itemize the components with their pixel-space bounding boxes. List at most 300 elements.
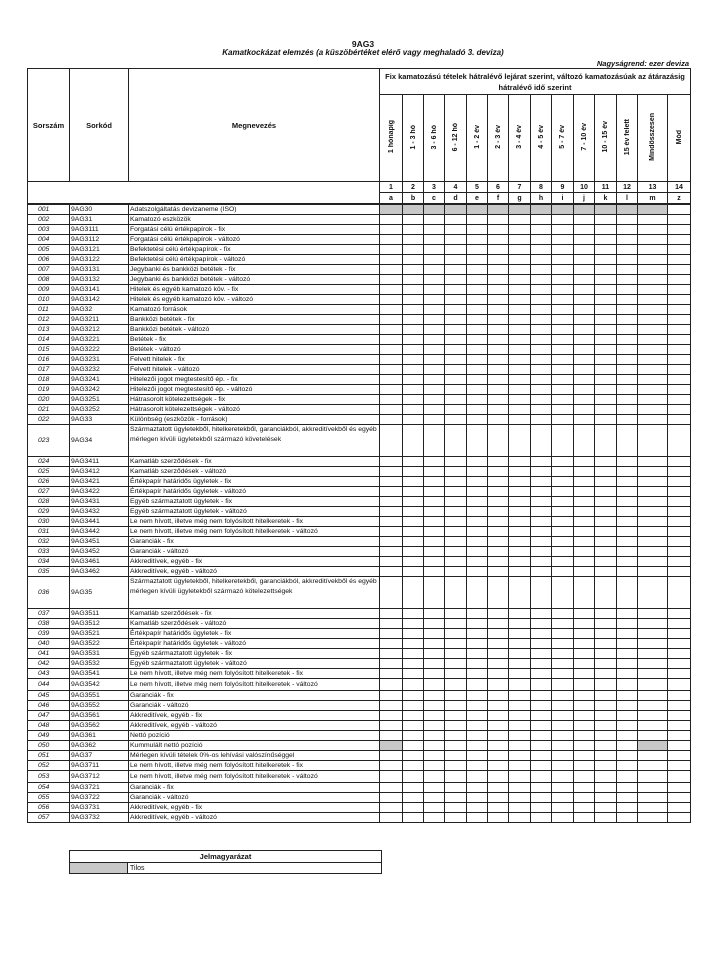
value-cell[interactable] (595, 760, 617, 770)
value-cell[interactable] (380, 414, 403, 424)
value-cell[interactable] (552, 690, 574, 700)
value-cell[interactable] (617, 618, 638, 628)
value-cell[interactable] (595, 648, 617, 658)
value-cell[interactable] (467, 700, 488, 710)
value-cell[interactable] (445, 364, 467, 374)
value-cell[interactable] (445, 264, 467, 274)
value-cell[interactable] (467, 770, 488, 782)
value-cell[interactable] (403, 414, 424, 424)
value-cell[interactable] (424, 638, 445, 648)
value-cell[interactable] (638, 394, 668, 404)
value-cell[interactable] (531, 730, 552, 740)
value-cell[interactable] (638, 244, 668, 254)
value-cell[interactable] (467, 414, 488, 424)
value-cell[interactable] (574, 344, 595, 354)
value-cell[interactable] (380, 424, 403, 456)
value-cell[interactable] (380, 284, 403, 294)
value-cell[interactable] (403, 782, 424, 792)
value-cell[interactable] (424, 700, 445, 710)
value-cell[interactable] (552, 720, 574, 730)
value-cell[interactable] (488, 730, 509, 740)
value-cell[interactable] (445, 476, 467, 486)
value-cell[interactable] (638, 618, 668, 628)
value-cell[interactable] (617, 536, 638, 546)
value-cell[interactable] (595, 782, 617, 792)
value-cell[interactable] (531, 214, 552, 224)
value-cell[interactable] (638, 214, 668, 224)
value-cell[interactable] (445, 466, 467, 476)
value-cell[interactable] (467, 576, 488, 608)
value-cell[interactable] (668, 576, 691, 608)
value-cell[interactable] (595, 770, 617, 782)
value-cell[interactable] (668, 476, 691, 486)
value-cell[interactable] (403, 516, 424, 526)
value-cell[interactable] (424, 576, 445, 608)
value-cell[interactable] (668, 668, 691, 678)
value-cell[interactable] (509, 690, 531, 700)
value-cell[interactable] (531, 344, 552, 354)
value-cell[interactable] (668, 812, 691, 822)
value-cell[interactable] (424, 456, 445, 466)
value-cell[interactable] (509, 576, 531, 608)
value-cell[interactable] (617, 740, 638, 750)
value-cell[interactable] (424, 668, 445, 678)
value-cell[interactable] (509, 750, 531, 760)
value-cell[interactable] (552, 556, 574, 566)
value-cell[interactable] (445, 456, 467, 466)
value-cell[interactable] (445, 710, 467, 720)
value-cell[interactable] (574, 812, 595, 822)
value-cell[interactable] (509, 710, 531, 720)
value-cell[interactable] (668, 244, 691, 254)
value-cell[interactable] (574, 424, 595, 456)
value-cell[interactable] (617, 658, 638, 668)
value-cell[interactable] (531, 264, 552, 274)
value-cell[interactable] (488, 324, 509, 334)
value-cell[interactable] (552, 486, 574, 496)
value-cell[interactable] (531, 516, 552, 526)
value-cell[interactable] (467, 476, 488, 486)
value-cell[interactable] (424, 678, 445, 690)
value-cell[interactable] (467, 760, 488, 770)
value-cell[interactable] (595, 720, 617, 730)
value-cell[interactable] (595, 638, 617, 648)
value-cell[interactable] (638, 690, 668, 700)
value-cell[interactable] (574, 782, 595, 792)
value-cell[interactable] (668, 274, 691, 284)
value-cell[interactable] (638, 374, 668, 384)
value-cell[interactable] (617, 730, 638, 740)
value-cell[interactable] (509, 214, 531, 224)
value-cell[interactable] (668, 486, 691, 496)
value-cell[interactable] (552, 658, 574, 668)
value-cell[interactable] (552, 638, 574, 648)
value-cell[interactable] (617, 456, 638, 466)
value-cell[interactable] (445, 760, 467, 770)
value-cell[interactable] (488, 466, 509, 476)
value-cell[interactable] (467, 384, 488, 394)
value-cell[interactable] (595, 394, 617, 404)
value-cell[interactable] (595, 536, 617, 546)
value-cell[interactable] (467, 496, 488, 506)
value-cell[interactable] (595, 668, 617, 678)
value-cell[interactable] (467, 720, 488, 730)
value-cell[interactable] (509, 556, 531, 566)
value-cell[interactable] (617, 690, 638, 700)
value-cell[interactable] (488, 720, 509, 730)
value-cell[interactable] (403, 536, 424, 546)
value-cell[interactable] (595, 334, 617, 344)
value-cell[interactable] (467, 536, 488, 546)
value-cell[interactable] (668, 556, 691, 566)
value-cell[interactable] (638, 770, 668, 782)
value-cell[interactable] (488, 234, 509, 244)
value-cell[interactable] (467, 244, 488, 254)
value-cell[interactable] (574, 576, 595, 608)
value-cell[interactable] (403, 792, 424, 802)
value-cell[interactable] (403, 374, 424, 384)
value-cell[interactable] (403, 628, 424, 638)
value-cell[interactable] (380, 244, 403, 254)
value-cell[interactable] (445, 608, 467, 618)
value-cell[interactable] (552, 750, 574, 760)
value-cell[interactable] (403, 486, 424, 496)
value-cell[interactable] (574, 720, 595, 730)
value-cell[interactable] (467, 254, 488, 264)
value-cell[interactable] (424, 424, 445, 456)
value-cell[interactable] (574, 792, 595, 802)
value-cell[interactable] (403, 404, 424, 414)
value-cell[interactable] (595, 486, 617, 496)
value-cell[interactable] (488, 224, 509, 234)
value-cell[interactable] (552, 628, 574, 638)
value-cell[interactable] (488, 668, 509, 678)
value-cell[interactable] (445, 648, 467, 658)
value-cell[interactable] (531, 740, 552, 750)
value-cell[interactable] (574, 760, 595, 770)
value-cell[interactable] (531, 284, 552, 294)
value-cell[interactable] (574, 608, 595, 618)
value-cell[interactable] (488, 304, 509, 314)
value-cell[interactable] (509, 486, 531, 496)
value-cell[interactable] (617, 760, 638, 770)
value-cell[interactable] (488, 608, 509, 618)
value-cell[interactable] (445, 770, 467, 782)
value-cell[interactable] (668, 374, 691, 384)
value-cell[interactable] (445, 638, 467, 648)
value-cell[interactable] (552, 294, 574, 304)
value-cell[interactable] (617, 284, 638, 294)
value-cell[interactable] (595, 466, 617, 476)
value-cell[interactable] (574, 254, 595, 264)
value-cell[interactable] (638, 638, 668, 648)
value-cell[interactable] (531, 668, 552, 678)
value-cell[interactable] (668, 466, 691, 476)
value-cell[interactable] (595, 384, 617, 394)
value-cell[interactable] (552, 424, 574, 456)
value-cell[interactable] (467, 284, 488, 294)
value-cell[interactable] (668, 618, 691, 628)
value-cell[interactable] (488, 314, 509, 324)
value-cell[interactable] (488, 516, 509, 526)
value-cell[interactable] (574, 334, 595, 344)
value-cell[interactable] (445, 384, 467, 394)
value-cell[interactable] (403, 668, 424, 678)
value-cell[interactable] (380, 690, 403, 700)
value-cell[interactable] (574, 628, 595, 638)
value-cell[interactable] (595, 244, 617, 254)
value-cell[interactable] (668, 770, 691, 782)
value-cell[interactable] (617, 668, 638, 678)
value-cell[interactable] (445, 690, 467, 700)
value-cell[interactable] (509, 546, 531, 556)
value-cell[interactable] (424, 414, 445, 424)
value-cell[interactable] (467, 516, 488, 526)
value-cell[interactable] (531, 770, 552, 782)
value-cell[interactable] (488, 496, 509, 506)
value-cell[interactable] (445, 304, 467, 314)
value-cell[interactable] (509, 792, 531, 802)
value-cell[interactable] (552, 526, 574, 536)
value-cell[interactable] (380, 526, 403, 536)
value-cell[interactable] (380, 700, 403, 710)
value-cell[interactable] (638, 556, 668, 566)
value-cell[interactable] (467, 648, 488, 658)
value-cell[interactable] (574, 546, 595, 556)
value-cell[interactable] (552, 700, 574, 710)
value-cell[interactable] (552, 284, 574, 294)
value-cell[interactable] (574, 214, 595, 224)
value-cell[interactable] (467, 812, 488, 822)
value-cell[interactable] (638, 294, 668, 304)
value-cell[interactable] (595, 566, 617, 576)
value-cell[interactable] (403, 658, 424, 668)
value-cell[interactable] (638, 354, 668, 364)
value-cell[interactable] (380, 638, 403, 648)
value-cell[interactable] (467, 782, 488, 792)
value-cell[interactable] (488, 244, 509, 254)
value-cell[interactable] (574, 750, 595, 760)
value-cell[interactable] (403, 334, 424, 344)
value-cell[interactable] (617, 244, 638, 254)
value-cell[interactable] (403, 364, 424, 374)
value-cell[interactable] (467, 334, 488, 344)
value-cell[interactable] (445, 750, 467, 760)
value-cell[interactable] (531, 576, 552, 608)
value-cell[interactable] (638, 516, 668, 526)
value-cell[interactable] (403, 638, 424, 648)
value-cell[interactable] (638, 506, 668, 516)
value-cell[interactable] (617, 404, 638, 414)
value-cell[interactable] (638, 700, 668, 710)
value-cell[interactable] (638, 496, 668, 506)
value-cell[interactable] (617, 526, 638, 536)
value-cell[interactable] (403, 324, 424, 334)
value-cell[interactable] (403, 344, 424, 354)
value-cell[interactable] (617, 214, 638, 224)
value-cell[interactable] (668, 648, 691, 658)
value-cell[interactable] (595, 690, 617, 700)
value-cell[interactable] (424, 506, 445, 516)
value-cell[interactable] (403, 466, 424, 476)
value-cell[interactable] (668, 224, 691, 234)
value-cell[interactable] (531, 546, 552, 556)
value-cell[interactable] (531, 648, 552, 658)
value-cell[interactable] (638, 324, 668, 334)
value-cell[interactable] (467, 668, 488, 678)
value-cell[interactable] (445, 244, 467, 254)
value-cell[interactable] (617, 792, 638, 802)
value-cell[interactable] (380, 304, 403, 314)
value-cell[interactable] (595, 404, 617, 414)
value-cell[interactable] (552, 224, 574, 234)
value-cell[interactable] (638, 628, 668, 638)
value-cell[interactable] (668, 364, 691, 374)
value-cell[interactable] (595, 424, 617, 456)
value-cell[interactable] (488, 638, 509, 648)
value-cell[interactable] (668, 710, 691, 720)
value-cell[interactable] (403, 394, 424, 404)
value-cell[interactable] (467, 638, 488, 648)
value-cell[interactable] (380, 476, 403, 486)
value-cell[interactable] (595, 224, 617, 234)
value-cell[interactable] (668, 750, 691, 760)
value-cell[interactable] (668, 394, 691, 404)
value-cell[interactable] (488, 486, 509, 496)
value-cell[interactable] (595, 284, 617, 294)
value-cell[interactable] (531, 244, 552, 254)
value-cell[interactable] (574, 364, 595, 374)
value-cell[interactable] (552, 314, 574, 324)
value-cell[interactable] (595, 274, 617, 284)
value-cell[interactable] (380, 506, 403, 516)
value-cell[interactable] (638, 224, 668, 234)
value-cell[interactable] (424, 566, 445, 576)
value-cell[interactable] (509, 668, 531, 678)
value-cell[interactable] (445, 628, 467, 638)
value-cell[interactable] (380, 394, 403, 404)
value-cell[interactable] (617, 782, 638, 792)
value-cell[interactable] (509, 678, 531, 690)
value-cell[interactable] (552, 668, 574, 678)
value-cell[interactable] (552, 710, 574, 720)
value-cell[interactable] (380, 628, 403, 638)
value-cell[interactable] (380, 486, 403, 496)
value-cell[interactable] (638, 486, 668, 496)
value-cell[interactable] (488, 556, 509, 566)
value-cell[interactable] (617, 812, 638, 822)
value-cell[interactable] (668, 254, 691, 264)
value-cell[interactable] (445, 424, 467, 456)
value-cell[interactable] (509, 364, 531, 374)
value-cell[interactable] (445, 566, 467, 576)
value-cell[interactable] (574, 496, 595, 506)
value-cell[interactable] (595, 516, 617, 526)
value-cell[interactable] (668, 264, 691, 274)
value-cell[interactable] (509, 294, 531, 304)
value-cell[interactable] (509, 720, 531, 730)
value-cell[interactable] (617, 374, 638, 384)
value-cell[interactable] (488, 274, 509, 284)
value-cell[interactable] (638, 314, 668, 324)
value-cell[interactable] (595, 456, 617, 466)
value-cell[interactable] (509, 516, 531, 526)
value-cell[interactable] (668, 354, 691, 364)
value-cell[interactable] (531, 394, 552, 404)
value-cell[interactable] (668, 782, 691, 792)
value-cell[interactable] (531, 324, 552, 334)
value-cell[interactable] (617, 556, 638, 566)
value-cell[interactable] (595, 364, 617, 374)
value-cell[interactable] (595, 546, 617, 556)
value-cell[interactable] (424, 384, 445, 394)
value-cell[interactable] (552, 274, 574, 284)
value-cell[interactable] (403, 770, 424, 782)
value-cell[interactable] (638, 476, 668, 486)
value-cell[interactable] (424, 264, 445, 274)
value-cell[interactable] (509, 344, 531, 354)
value-cell[interactable] (668, 424, 691, 456)
value-cell[interactable] (531, 690, 552, 700)
value-cell[interactable] (638, 658, 668, 668)
value-cell[interactable] (668, 284, 691, 294)
value-cell[interactable] (531, 374, 552, 384)
value-cell[interactable] (668, 214, 691, 224)
value-cell[interactable] (638, 802, 668, 812)
value-cell[interactable] (509, 802, 531, 812)
value-cell[interactable] (552, 740, 574, 750)
value-cell[interactable] (445, 404, 467, 414)
value-cell[interactable] (424, 244, 445, 254)
value-cell[interactable] (403, 700, 424, 710)
value-cell[interactable] (552, 576, 574, 608)
value-cell[interactable] (595, 264, 617, 274)
value-cell[interactable] (403, 456, 424, 466)
value-cell[interactable] (467, 364, 488, 374)
value-cell[interactable] (445, 374, 467, 384)
value-cell[interactable] (531, 314, 552, 324)
value-cell[interactable] (668, 334, 691, 344)
value-cell[interactable] (574, 314, 595, 324)
value-cell[interactable] (552, 546, 574, 556)
value-cell[interactable] (488, 334, 509, 344)
value-cell[interactable] (403, 274, 424, 284)
value-cell[interactable] (617, 274, 638, 284)
value-cell[interactable] (467, 344, 488, 354)
value-cell[interactable] (380, 760, 403, 770)
value-cell[interactable] (488, 812, 509, 822)
value-cell[interactable] (488, 536, 509, 546)
value-cell[interactable] (380, 556, 403, 566)
value-cell[interactable] (509, 314, 531, 324)
value-cell[interactable] (380, 750, 403, 760)
value-cell[interactable] (638, 384, 668, 394)
value-cell[interactable] (467, 750, 488, 760)
value-cell[interactable] (552, 506, 574, 516)
value-cell[interactable] (488, 760, 509, 770)
value-cell[interactable] (403, 496, 424, 506)
value-cell[interactable] (467, 608, 488, 618)
value-cell[interactable] (617, 546, 638, 556)
value-cell[interactable] (403, 244, 424, 254)
value-cell[interactable] (424, 710, 445, 720)
value-cell[interactable] (488, 782, 509, 792)
value-cell[interactable] (509, 770, 531, 782)
value-cell[interactable] (467, 486, 488, 496)
value-cell[interactable] (595, 628, 617, 638)
value-cell[interactable] (380, 710, 403, 720)
value-cell[interactable] (380, 324, 403, 334)
